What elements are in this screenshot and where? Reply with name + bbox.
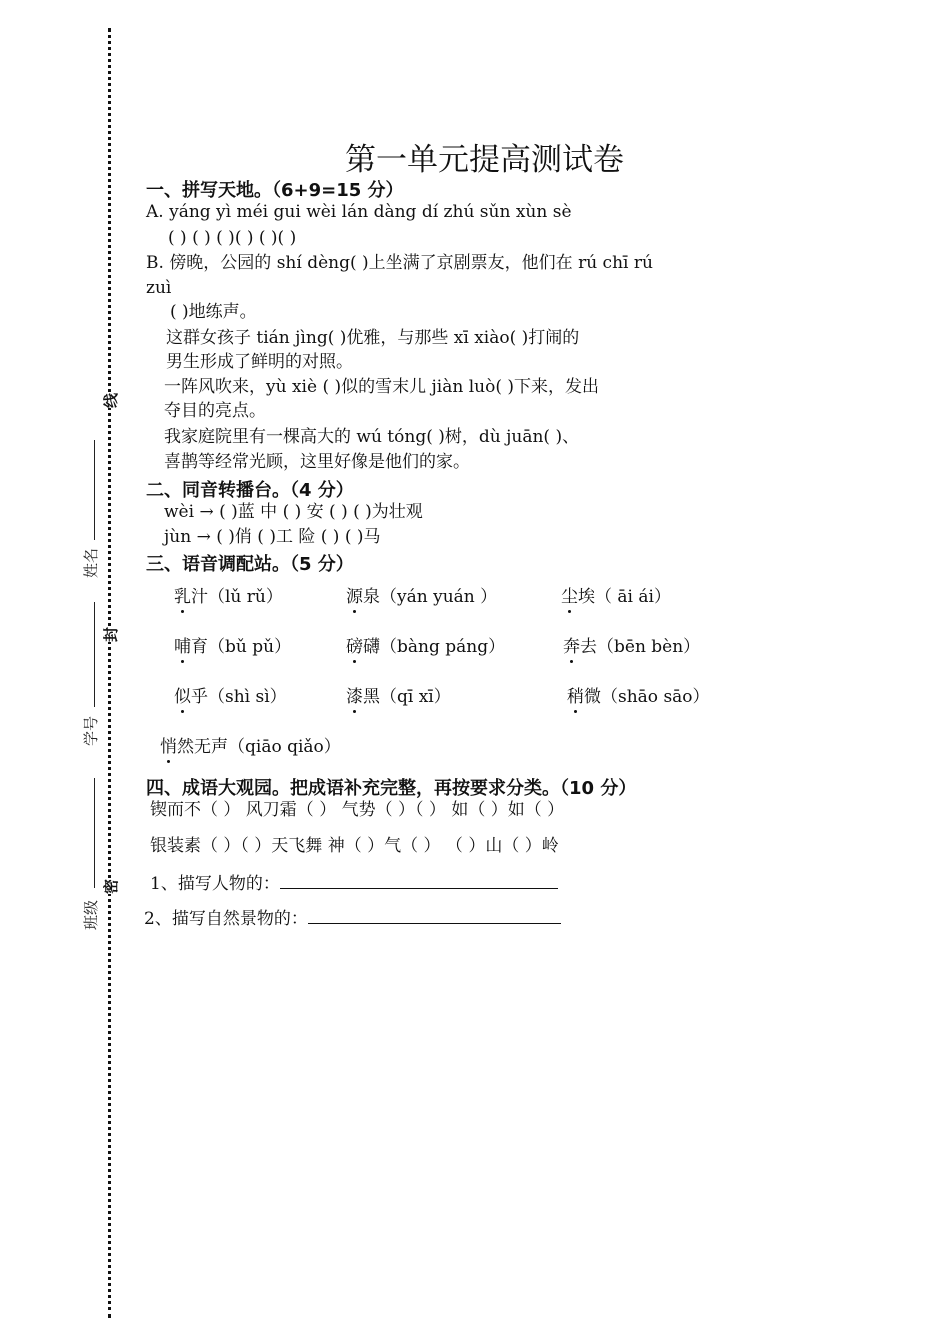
section1-a-brackets: ( ) ( ) ( )( ) ( )( ) bbox=[168, 228, 297, 248]
section1-a-pinyin: A. yáng yì méi gui wèi lán dàng dí zhú sǔn xùn sè bbox=[146, 202, 572, 222]
section4-q1-label: 1、描写人物的： bbox=[150, 874, 280, 894]
cut-word-seal: 封 bbox=[98, 627, 123, 642]
section4-heading: 四、成语大观园。把成语补充完整，再按要求分类。（10 分） bbox=[146, 778, 637, 799]
answer-blank-people[interactable] bbox=[280, 872, 558, 889]
section3-item: 磅礴（bàng páng） bbox=[346, 637, 506, 657]
section1-b-line3: ( )地练声。 bbox=[170, 302, 257, 322]
section1-b-line6: 一阵风吹来，yù xiè ( )似的雪末儿 jiàn luò( )下来，发出 bbox=[164, 377, 600, 397]
section4-q1 bbox=[150, 872, 558, 895]
section1-b-line8: 我家庭院里有一棵高大的 wú tóng( )树，dù juān( )、 bbox=[164, 427, 580, 447]
section3-item: 源泉（yán yuán ） bbox=[346, 587, 498, 607]
section3-item: 尘埃（ āi ái） bbox=[561, 587, 671, 607]
section2-heading: 二、同音转播台。（4 分） bbox=[146, 480, 354, 501]
section4-row1: 锲而不（ ） 风刀霜（ ） 气势（ ）（ ） 如（ ）如（ ） bbox=[150, 800, 565, 820]
name-label: 姓名 bbox=[82, 547, 100, 578]
section1-b-line2: zuì bbox=[146, 278, 172, 298]
section1-heading: 一、拼写天地。（6+9=15 分） bbox=[146, 180, 404, 201]
student-no-label: 学号 bbox=[82, 715, 100, 746]
section3-item: 悄然无声（qiāo qiǎo） bbox=[160, 737, 341, 757]
cut-word-secret: 密 bbox=[98, 879, 123, 894]
section4-q2 bbox=[144, 907, 561, 930]
section4-row2: 银装素（ ）（ ）天飞舞 神（ ）气（ ） （ ）山（ ）岭 bbox=[150, 836, 559, 856]
section1-b-line5: 男生形成了鲜明的对照。 bbox=[166, 352, 353, 372]
binding-dotted-line bbox=[108, 28, 111, 1318]
section1-b-line1: B. 傍晚，公园的 shí dèng( )上坐满了京剧票友，他们在 rú chī rú bbox=[146, 253, 653, 273]
student-no-blank bbox=[94, 602, 95, 707]
cut-word-line: 线 bbox=[98, 393, 123, 408]
section3-item: 奔去（bēn bèn） bbox=[563, 637, 701, 657]
section3-heading: 三、语音调配站。（5 分） bbox=[146, 554, 354, 575]
section2-row1: wèi → ( )蓝 中 ( ) 安 ( ) ( )为壮观 bbox=[164, 502, 423, 522]
section1-b-line9: 喜鹊等经常光顾，这里好像是他们的家。 bbox=[164, 452, 470, 472]
name-blank bbox=[94, 440, 95, 540]
section3-item: 哺育（bǔ pǔ） bbox=[174, 637, 292, 657]
section1-b-line7: 夺目的亮点。 bbox=[164, 401, 266, 421]
class-label: 班级 bbox=[82, 899, 100, 930]
class-blank bbox=[94, 778, 95, 888]
section3-item: 稍微（shāo sāo） bbox=[567, 687, 710, 707]
section3-item: 漆黑（qī xī） bbox=[346, 687, 451, 707]
section2-row2: jùn → ( )俏 ( )工 险 ( ) ( )马 bbox=[164, 527, 381, 547]
answer-blank-scenery[interactable] bbox=[308, 907, 561, 924]
section4-q2-label: 2、描写自然景物的： bbox=[144, 909, 308, 929]
section1-b-line4: 这群女孩子 tián jìng( )优雅，与那些 xī xiào( )打闹的 bbox=[166, 328, 580, 348]
page-title: 第一单元提高测试卷 bbox=[345, 142, 624, 178]
section3-item: 乳汁（lǔ rǔ） bbox=[174, 587, 283, 607]
section3-item: 似乎（shì sì） bbox=[174, 687, 287, 707]
